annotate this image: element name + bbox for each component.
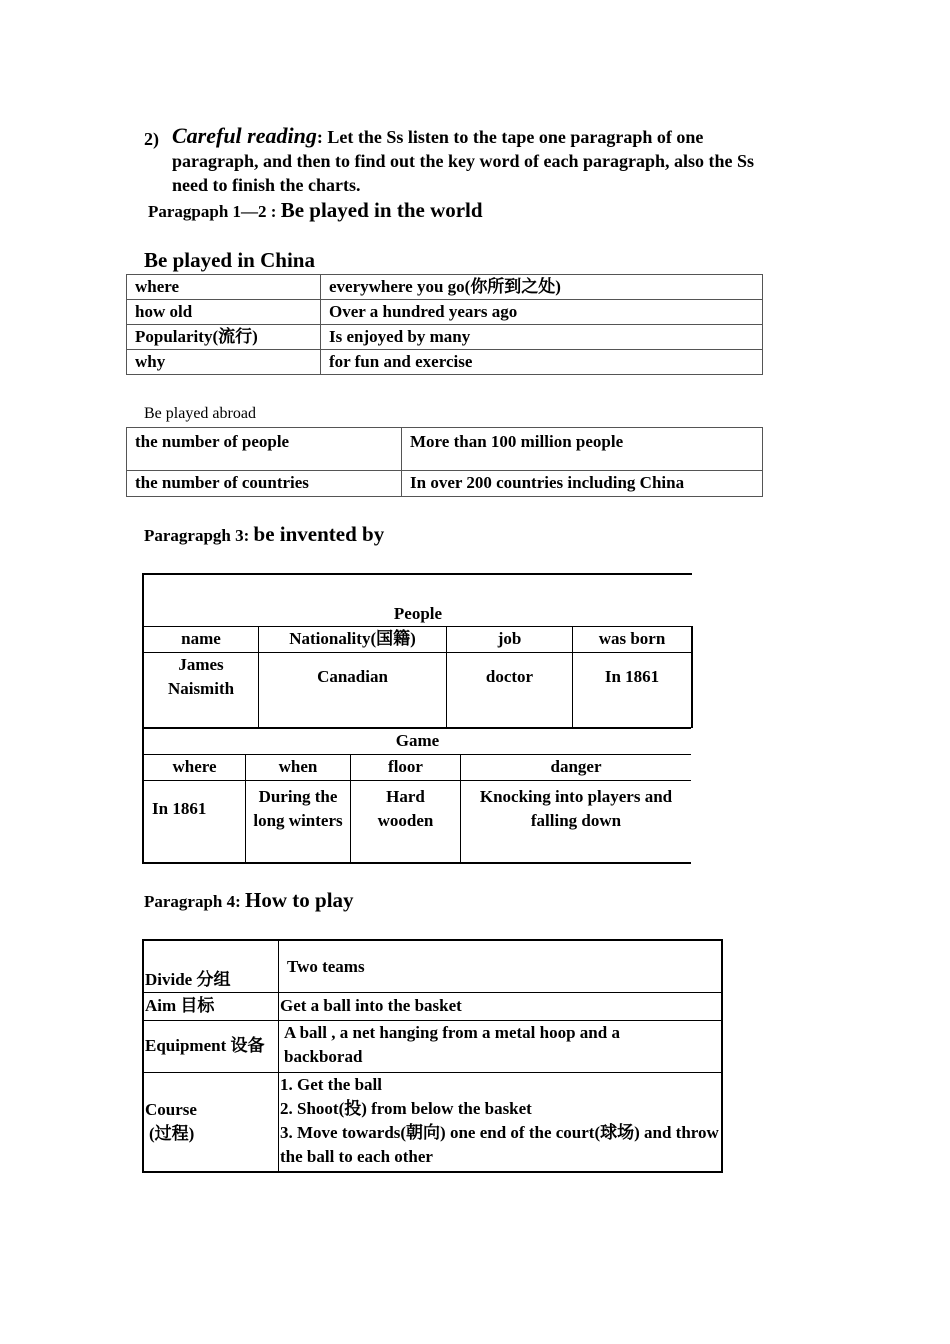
china-value: Over a hundred years ago [321, 300, 763, 325]
abroad-key: the number of people [127, 428, 402, 471]
china-key: where [127, 275, 321, 300]
play-value: A ball , a net hanging from a metal hoop and a backborad [279, 1020, 723, 1072]
intro-line3: need to finish the charts. [172, 175, 361, 195]
game-table [142, 728, 691, 864]
para3-heading [144, 522, 384, 547]
people-header: Nationality(国籍) [259, 626, 447, 652]
course-label: Course [145, 1099, 197, 1119]
game-cell: In 1861 [143, 781, 246, 863]
abroad-value: More than 100 million people [402, 428, 763, 471]
table-row [143, 574, 692, 626]
people-table [142, 573, 693, 728]
people-header: name [143, 626, 259, 652]
course-step: 3. Move towards(朝向) one end of the court(球场) and throw the ball to each other [280, 1122, 719, 1166]
game-cell: Hard wooden [351, 781, 461, 863]
people-cell: In 1861 [573, 652, 693, 727]
play-key-course [143, 1072, 279, 1172]
game-cell: Knocking into players and falling down [461, 781, 692, 863]
game-heading: Game [143, 729, 691, 755]
people-header: job [447, 626, 573, 652]
para3-title: be invented by [253, 522, 385, 546]
people-header: was born [573, 626, 693, 652]
game-header: floor [351, 755, 461, 781]
play-value: Get a ball into the basket [279, 992, 723, 1020]
course-step: 1. Get the ball [280, 1074, 382, 1094]
people-cell: Canadian [259, 652, 447, 727]
table-row [143, 940, 722, 992]
table-row [127, 300, 763, 325]
abroad-table [126, 427, 763, 497]
intro-number: 2) [144, 129, 159, 149]
table-row [143, 626, 692, 652]
intro-line1: : Let the Ss listen to the tape one paragraph of one [316, 127, 704, 147]
game-header: when [246, 755, 351, 781]
play-key: Divide 分组 [143, 940, 279, 992]
china-key: why [127, 350, 321, 375]
china-value: Is enjoyed by many [321, 325, 763, 350]
para12-title: Be played in the world [280, 198, 483, 222]
abroad-heading: Be played abroad [144, 405, 256, 422]
table-row [127, 275, 763, 300]
para3-label: Paragrapgh 3: [144, 526, 254, 545]
china-table [126, 274, 763, 375]
table-row [127, 428, 763, 471]
abroad-key: the number of countries [127, 471, 402, 497]
intro-text [172, 124, 812, 197]
table-row [127, 325, 763, 350]
intro-lead: Careful reading [172, 123, 317, 148]
table-row [127, 471, 763, 497]
china-key: Popularity(流行) [127, 325, 321, 350]
para12-heading [148, 198, 483, 223]
para4-title: How to play [245, 888, 354, 912]
game-header: danger [461, 755, 692, 781]
table-row [143, 1072, 722, 1172]
china-heading: Be played in China [144, 248, 315, 272]
course-label-cn: (过程) [149, 1123, 195, 1143]
table-row [143, 729, 691, 755]
play-key: Equipment 设备 [143, 1020, 279, 1072]
course-step: 2. Shoot(投) from below the basket [280, 1098, 532, 1118]
game-cell: During the long winters [246, 781, 351, 863]
table-row [143, 992, 722, 1020]
how-to-play-table [142, 939, 723, 1173]
table-row [127, 350, 763, 375]
play-key: Aim 目标 [143, 992, 279, 1020]
game-header: where [143, 755, 246, 781]
para4-heading [144, 888, 354, 913]
table-row [143, 652, 692, 727]
table-row [143, 1020, 722, 1072]
abroad-value: In over 200 countries including China [402, 471, 763, 497]
table-row [143, 781, 691, 863]
intro-line2: paragraph, and then to find out the key word of each paragraph, also the Ss [172, 151, 755, 171]
people-heading: People [143, 574, 692, 626]
para4-label: Paragraph 4: [144, 892, 246, 911]
china-key: how old [127, 300, 321, 325]
para12-label: Paragpaph 1—2 : [148, 202, 281, 221]
china-value: for fun and exercise [321, 350, 763, 375]
play-value: Two teams [279, 940, 723, 992]
people-cell: doctor [447, 652, 573, 727]
play-value-course [279, 1072, 723, 1172]
china-value: everywhere you go(你所到之处) [321, 275, 763, 300]
people-cell: James Naismith [143, 652, 259, 727]
table-row [143, 755, 691, 781]
